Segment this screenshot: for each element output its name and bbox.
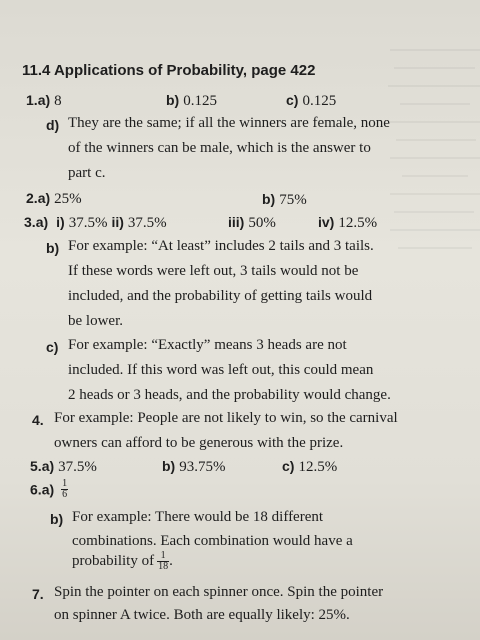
question-number: 1. (26, 92, 38, 108)
fraction-numerator: 1 (157, 551, 169, 562)
question-number: 5. (30, 458, 42, 474)
answer-value: 8 (54, 93, 62, 109)
answer-value: 37.5% (68, 215, 108, 231)
answer-value: 12.5% (298, 459, 338, 475)
question-6-a (30, 479, 68, 500)
part-label: d) (46, 117, 60, 133)
subpart-label: ii) (111, 214, 124, 230)
answer-value: 0.125 (302, 93, 337, 109)
question-number: 4. (32, 412, 44, 428)
question-2-a (26, 190, 82, 208)
question-number: 6. (30, 481, 42, 498)
question-1-a (26, 92, 62, 110)
answer-line: For example: “At least” includes 2 tails and 3 tails. (68, 238, 374, 254)
subpart-label: iii) (228, 214, 245, 230)
question-5-a (30, 458, 97, 476)
subpart-label: i) (56, 214, 65, 230)
answer-line: If these words were left out, 3 tails would not be (68, 263, 359, 279)
question-3-a-iii (228, 214, 276, 232)
part-label: c) (282, 458, 295, 474)
fraction-numerator: 1 (62, 478, 68, 489)
answer-value: 50% (248, 215, 276, 231)
answer-line: included. If this word was left out, this could mean (68, 362, 374, 378)
question-3-a (24, 214, 167, 232)
part-label: b) (46, 240, 60, 256)
answer-value: 0.125 (183, 93, 217, 109)
answer-line: included, and the probability of getting tails would (68, 288, 373, 304)
answer-value: 37.5% (58, 459, 97, 475)
question-number: 2. (26, 190, 38, 206)
question-3-a-iv (318, 214, 377, 232)
question-2-b (262, 191, 307, 209)
part-label: a) (37, 92, 51, 108)
answer-fraction (157, 551, 169, 572)
answer-line: of the winners can be male, which is the answer to (68, 140, 371, 156)
answer-value: 12.5% (338, 215, 378, 231)
question-1-c (286, 92, 336, 110)
answer-line: For example: There would be 18 different (72, 509, 324, 525)
subpart-label: iv) (318, 214, 335, 230)
answer-fraction (61, 479, 68, 500)
fraction-denominator: 18 (158, 561, 169, 572)
question-number: 3. (24, 214, 36, 230)
answer-line: 2 heads or 3 heads, and the probability would change. (68, 387, 391, 403)
part-label: b) (50, 511, 64, 527)
answer-line: For example: “Exactly” means 3 heads are not (68, 337, 347, 353)
answer-line-with-fraction (72, 551, 173, 572)
answer-line: Spin the pointer on each spinner once. Spin the pointer (54, 584, 384, 600)
question-5-b (162, 458, 225, 476)
answer-value: 37.5% (127, 215, 167, 231)
fraction-denominator: 6 (62, 489, 68, 500)
show-through-texture (380, 40, 480, 290)
part-label: b) (262, 191, 276, 207)
part-label: a) (37, 190, 51, 206)
answer-value: 75% (279, 192, 307, 208)
part-label: a) (35, 214, 49, 230)
sentence-period: . (169, 553, 173, 569)
part-label: b) (162, 458, 176, 474)
answer-line: owners can afford to be generous with the prize. (54, 435, 344, 451)
section-title: 11.4 Applications of Probability, page 422 (22, 62, 316, 79)
answer-line: They are the same; if all the winners are female, none (68, 115, 390, 131)
part-label: a) (41, 481, 55, 498)
answer-line: combinations. Each combination would have a (72, 533, 353, 549)
answer-line: For example: People are not likely to win, so the carnival (54, 410, 398, 426)
question-number: 7. (32, 586, 44, 602)
part-label: c) (286, 92, 299, 108)
answer-text: probability of (72, 553, 155, 569)
answer-value: 93.75% (179, 459, 226, 475)
question-1-b (166, 92, 217, 110)
answer-line: be lower. (68, 313, 123, 329)
answer-line: on spinner A twice. Both are equally likely: 25%. (54, 607, 350, 623)
part-label: a) (41, 458, 55, 474)
part-label: c) (46, 339, 59, 355)
question-5-c (282, 458, 337, 476)
answer-value: 25% (54, 191, 82, 207)
answer-line: part c. (68, 165, 106, 181)
part-label: b) (166, 92, 180, 108)
